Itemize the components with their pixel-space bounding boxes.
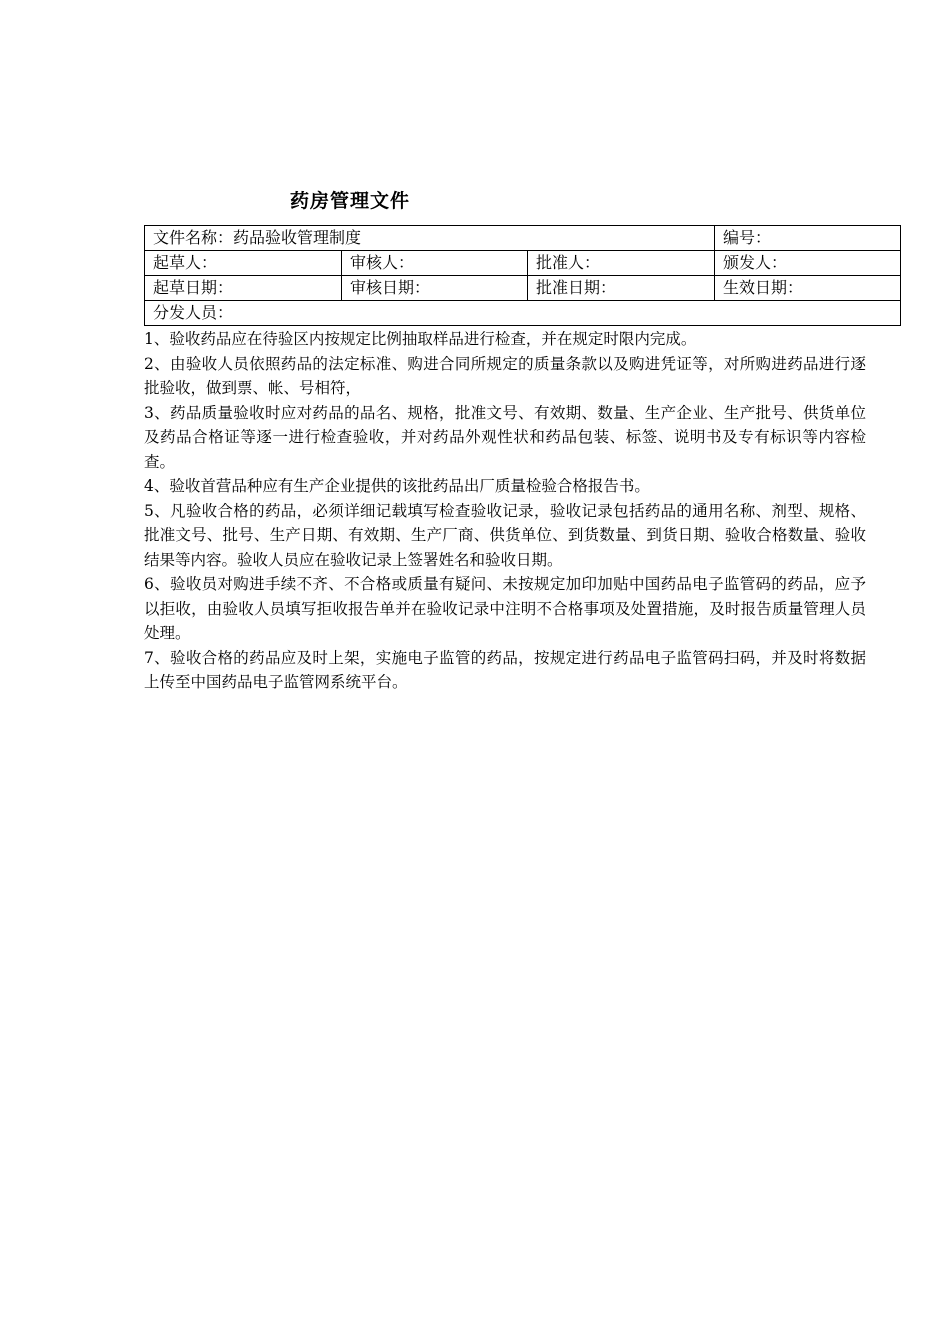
- issuer-cell: 颁发人：: [715, 251, 901, 276]
- drafter-cell: 起草人：: [145, 251, 342, 276]
- paragraph-5: 5、凡验收合格的药品，必须详细记载填写检查验收记录，验收记录包括药品的通用名称、剂型、规格、批准文号、批号、生产日期、有效期、生产厂商、供货单位、到货数量、到货日期、验收合格数量、验收结果等内容。验收人员应在验收记录上签署姓名和验收日期。: [144, 501, 866, 569]
- effective-date-cell: 生效日期：: [715, 276, 901, 301]
- document-title: 药房管理文件: [290, 190, 411, 212]
- header-row-file: [145, 226, 901, 251]
- approve-date-cell: 批准日期：: [528, 276, 715, 301]
- paragraph-2: 2、由验收人员依照药品的法定标准、购进合同所规定的质量条款以及购进凭证等，对所购进药品进行逐批验收，做到票、帐、号相符，: [144, 354, 866, 397]
- header-row-distribution: [145, 301, 901, 326]
- document-header-table: [144, 225, 901, 326]
- document-body: [144, 327, 866, 695]
- header-row-dates: [145, 276, 901, 301]
- approver-cell: 批准人：: [528, 251, 715, 276]
- paragraph-7: 7、验收合格的药品应及时上架，实施电子监管的药品，按规定进行药品电子监管码扫码，并及时将数据上传至中国药品电子监管网系统平台。: [144, 648, 866, 691]
- number-cell: 编号：: [715, 226, 901, 251]
- draft-date-cell: 起草日期：: [145, 276, 342, 301]
- review-date-cell: 审核日期：: [342, 276, 528, 301]
- file-name-cell: 文件名称：药品验收管理制度: [145, 226, 715, 251]
- header-row-people: [145, 251, 901, 276]
- paragraph-4: 4、验收首营品种应有生产企业提供的该批药品出厂质量检验合格报告书。: [144, 477, 650, 495]
- paragraph-3: 3、药品质量验收时应对药品的品名、规格，批准文号、有效期、数量、生产企业、生产批号、供货单位及药品合格证等逐一进行检查验收，并对药品外观性状和药品包装、标签、说明书及专有标识等内容检查。: [144, 403, 866, 471]
- reviewer-cell: 审核人：: [342, 251, 528, 276]
- paragraph-6: 6、验收员对购进手续不齐、不合格或质量有疑问、未按规定加印加贴中国药品电子监管码的药品，应予以拒收，由验收人员填写拒收报告单并在验收记录中注明不合格事项及处置措施，及时报告质量管理人员处理。: [144, 575, 866, 642]
- distribution-cell: 分发人员：: [145, 301, 901, 326]
- paragraph-1: 1、验收药品应在待验区内按规定比例抽取样品进行检查，并在规定时限内完成。: [144, 330, 697, 348]
